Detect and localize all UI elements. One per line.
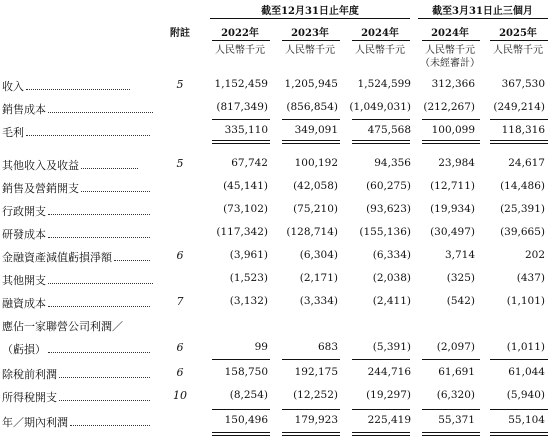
value-cell: (12,252) bbox=[293, 389, 338, 401]
value-cell: (73,102) bbox=[223, 203, 268, 215]
value-cell: (42,058) bbox=[293, 180, 338, 192]
row-label-text: 年／期內利潤 bbox=[2, 416, 68, 429]
year-header-underline bbox=[422, 40, 480, 41]
row-note-ref: 5 bbox=[176, 78, 184, 91]
value-cell: (3,961) bbox=[229, 249, 268, 261]
row-label-text: 金融資產減值虧損淨額 bbox=[2, 251, 112, 264]
net-profit-double-rule bbox=[352, 432, 410, 433]
value-cell: 24,617 bbox=[508, 157, 545, 169]
value-cell: (14,486) bbox=[500, 180, 545, 192]
net-profit-double-rule bbox=[212, 432, 270, 433]
value-cell: (3,334) bbox=[299, 295, 338, 307]
value-cell: (2,097) bbox=[436, 341, 475, 353]
row-label-text: 銷售及營銷開支 bbox=[2, 182, 79, 195]
value-cell: 61,691 bbox=[438, 366, 475, 378]
unit-label: 人民幣千元 bbox=[425, 45, 475, 56]
header-rule-fy bbox=[210, 18, 410, 19]
pretax-rule bbox=[490, 359, 548, 360]
unaudited-label: （未經審計） bbox=[420, 58, 480, 69]
note-column-header: 附註 bbox=[170, 28, 190, 39]
value-cell: 475,568 bbox=[367, 124, 411, 136]
net-profit-double-rule bbox=[212, 435, 270, 436]
period-header-quarter: 截至3月31日止三個月 bbox=[432, 6, 533, 17]
value-cell: (856,854) bbox=[286, 101, 338, 113]
gross-profit-double-rule bbox=[422, 143, 480, 144]
subtotal-rule bbox=[212, 119, 270, 120]
year-header-underline bbox=[282, 40, 340, 41]
value-cell: 100,099 bbox=[431, 124, 475, 136]
subtotal-rule bbox=[282, 119, 340, 120]
value-cell: 225,419 bbox=[367, 414, 411, 426]
year-header-underline bbox=[490, 40, 548, 41]
value-cell: 179,923 bbox=[294, 414, 338, 426]
year-header-underline bbox=[352, 40, 410, 41]
row-note-ref: 6 bbox=[176, 249, 184, 262]
row-label-text: 其他開支 bbox=[2, 274, 46, 287]
pretax-rule bbox=[422, 359, 480, 360]
value-cell: (1,523) bbox=[229, 272, 268, 284]
gross-profit-double-rule bbox=[212, 140, 270, 141]
row-label bbox=[2, 341, 150, 357]
leader-dots bbox=[59, 399, 150, 401]
value-cell: 150,496 bbox=[224, 414, 268, 426]
header-rule-quarter bbox=[418, 18, 548, 19]
gross-profit-double-rule bbox=[352, 143, 410, 144]
value-cell: (2,411) bbox=[372, 295, 411, 307]
value-cell: (39,665) bbox=[500, 226, 545, 238]
unit-label: 人民幣千元 bbox=[285, 45, 335, 56]
gross-profit-double-rule bbox=[490, 143, 548, 144]
value-cell: (75,210) bbox=[293, 203, 338, 215]
net-profit-double-rule bbox=[282, 435, 340, 436]
leader-dots bbox=[26, 88, 130, 90]
leader-dots bbox=[48, 351, 150, 353]
value-cell: (437) bbox=[516, 272, 545, 284]
value-cell: (155,136) bbox=[359, 226, 411, 238]
value-cell: (212,267) bbox=[423, 101, 475, 113]
value-cell: 1,152,459 bbox=[214, 78, 268, 90]
row-label bbox=[2, 295, 150, 311]
year-header: 2023年 bbox=[291, 28, 329, 39]
leader-dots bbox=[48, 213, 150, 215]
gross-profit-double-rule bbox=[282, 143, 340, 144]
row-label-text: 銷售成本 bbox=[2, 103, 46, 116]
row-label-text: 融資成本 bbox=[2, 297, 46, 310]
gross-profit-double-rule bbox=[352, 140, 410, 141]
value-cell: 683 bbox=[317, 341, 338, 353]
value-cell: (19,297) bbox=[366, 389, 411, 401]
row-label bbox=[2, 124, 150, 140]
year-header: 2022年 bbox=[221, 28, 259, 39]
leader-dots bbox=[48, 282, 153, 284]
row-note-ref: 6 bbox=[176, 341, 184, 354]
row-label-text: 行政開支 bbox=[2, 205, 46, 218]
value-cell: (542) bbox=[446, 295, 475, 307]
value-cell: (1,011) bbox=[506, 341, 545, 353]
leader-dots bbox=[114, 259, 150, 261]
subtotal-rule bbox=[490, 119, 548, 120]
year-header: 2025年 bbox=[499, 28, 537, 39]
value-cell: 94,356 bbox=[374, 157, 411, 169]
row-note-ref: 6 bbox=[176, 366, 184, 379]
subtotal-rule bbox=[422, 119, 480, 120]
row-label-text: 研發成本 bbox=[2, 228, 46, 241]
value-cell: 349,091 bbox=[294, 124, 338, 136]
income-tax-rule bbox=[422, 409, 480, 410]
value-cell: (19,934) bbox=[430, 203, 475, 215]
unit-label: 人民幣千元 bbox=[493, 45, 543, 56]
unit-label: 人民幣千元 bbox=[355, 45, 405, 56]
value-cell: (117,342) bbox=[216, 226, 268, 238]
row-label bbox=[2, 318, 123, 334]
gross-profit-double-rule bbox=[490, 140, 548, 141]
row-label bbox=[2, 414, 150, 430]
net-profit-double-rule bbox=[490, 435, 548, 436]
leader-dots bbox=[48, 111, 153, 113]
value-cell: (1,101) bbox=[506, 295, 545, 307]
income-tax-rule bbox=[352, 409, 410, 410]
year-header: 2024年 bbox=[431, 28, 469, 39]
row-label bbox=[2, 366, 150, 382]
value-cell: 100,192 bbox=[294, 157, 338, 169]
row-label bbox=[2, 203, 150, 219]
net-profit-double-rule bbox=[422, 435, 480, 436]
value-cell: (325) bbox=[446, 272, 475, 284]
row-label bbox=[2, 389, 150, 405]
value-cell: 23,984 bbox=[438, 157, 475, 169]
row-label bbox=[2, 78, 130, 94]
value-cell: (2,038) bbox=[372, 272, 411, 284]
income-tax-rule bbox=[212, 409, 270, 410]
row-label bbox=[2, 157, 138, 173]
row-label bbox=[2, 272, 153, 288]
leader-dots bbox=[70, 424, 150, 426]
value-cell: 55,104 bbox=[508, 414, 545, 426]
value-cell: 1,205,945 bbox=[284, 78, 338, 90]
row-label-text: 其他收入及收益 bbox=[2, 159, 79, 172]
subtotal-rule bbox=[352, 119, 410, 120]
leader-dots bbox=[81, 167, 138, 169]
row-label-text: （虧損） bbox=[2, 343, 46, 356]
leader-dots bbox=[59, 376, 150, 378]
row-label-text: 應佔一家聯營公司利潤／ bbox=[2, 320, 123, 333]
net-profit-double-rule bbox=[352, 435, 410, 436]
value-cell: (8,254) bbox=[229, 389, 268, 401]
net-profit-double-rule bbox=[282, 432, 340, 433]
row-label bbox=[2, 180, 150, 196]
value-cell: (60,275) bbox=[366, 180, 411, 192]
leader-dots bbox=[48, 236, 150, 238]
value-cell: 244,716 bbox=[367, 366, 411, 378]
income-tax-rule bbox=[282, 409, 340, 410]
value-cell: (6,304) bbox=[299, 249, 338, 261]
value-cell: (5,391) bbox=[372, 341, 411, 353]
value-cell: 192,175 bbox=[294, 366, 338, 378]
row-note-ref: 5 bbox=[176, 157, 184, 170]
value-cell: 3,714 bbox=[444, 249, 475, 261]
row-label bbox=[2, 249, 150, 265]
row-label-text: 毛利 bbox=[2, 126, 24, 139]
row-note-ref: 10 bbox=[173, 389, 187, 402]
value-cell: 67,742 bbox=[231, 157, 268, 169]
value-cell: (128,714) bbox=[286, 226, 338, 238]
net-profit-double-rule bbox=[490, 432, 548, 433]
value-cell: 55,371 bbox=[438, 414, 475, 426]
gross-profit-double-rule bbox=[422, 140, 480, 141]
value-cell: (249,214) bbox=[493, 101, 545, 113]
value-cell: (817,349) bbox=[216, 101, 268, 113]
pretax-rule bbox=[352, 359, 410, 360]
value-cell: (30,497) bbox=[430, 226, 475, 238]
value-cell: 1,524,599 bbox=[357, 78, 411, 90]
value-cell: 202 bbox=[524, 249, 545, 261]
value-cell: (25,391) bbox=[500, 203, 545, 215]
unit-label: 人民幣千元 bbox=[215, 45, 265, 56]
leader-dots bbox=[81, 190, 150, 192]
gross-profit-double-rule bbox=[282, 140, 340, 141]
row-label-text: 所得稅開支 bbox=[2, 391, 57, 404]
leader-dots bbox=[26, 134, 150, 136]
value-cell: (5,940) bbox=[506, 389, 545, 401]
value-cell: (93,623) bbox=[366, 203, 411, 215]
year-header-underline bbox=[212, 40, 270, 41]
leader-dots bbox=[48, 305, 150, 307]
period-header-fy: 截至12月31日止年度 bbox=[261, 6, 359, 17]
income-tax-rule bbox=[490, 409, 548, 410]
pretax-rule bbox=[212, 359, 270, 360]
value-cell: 61,044 bbox=[508, 366, 545, 378]
value-cell: (12,711) bbox=[430, 180, 475, 192]
row-label bbox=[2, 226, 150, 242]
value-cell: 158,750 bbox=[224, 366, 268, 378]
row-label-text: 收入 bbox=[2, 80, 24, 93]
value-cell: 335,110 bbox=[224, 124, 268, 136]
row-note-ref: 7 bbox=[176, 295, 184, 308]
value-cell: 367,530 bbox=[501, 78, 545, 90]
value-cell: (1,049,031) bbox=[349, 101, 411, 113]
value-cell: (6,334) bbox=[372, 249, 411, 261]
value-cell: 118,316 bbox=[501, 124, 545, 136]
pretax-rule bbox=[282, 359, 340, 360]
gross-profit-double-rule bbox=[212, 143, 270, 144]
value-cell: (45,141) bbox=[223, 180, 268, 192]
value-cell: (2,171) bbox=[299, 272, 338, 284]
row-label bbox=[2, 101, 153, 117]
value-cell: (3,132) bbox=[229, 295, 268, 307]
value-cell: 312,366 bbox=[431, 78, 475, 90]
year-header: 2024年 bbox=[361, 28, 399, 39]
value-cell: (6,320) bbox=[436, 389, 475, 401]
row-label-text: 除稅前利潤 bbox=[2, 368, 57, 381]
net-profit-double-rule bbox=[422, 432, 480, 433]
value-cell: 99 bbox=[254, 341, 268, 353]
